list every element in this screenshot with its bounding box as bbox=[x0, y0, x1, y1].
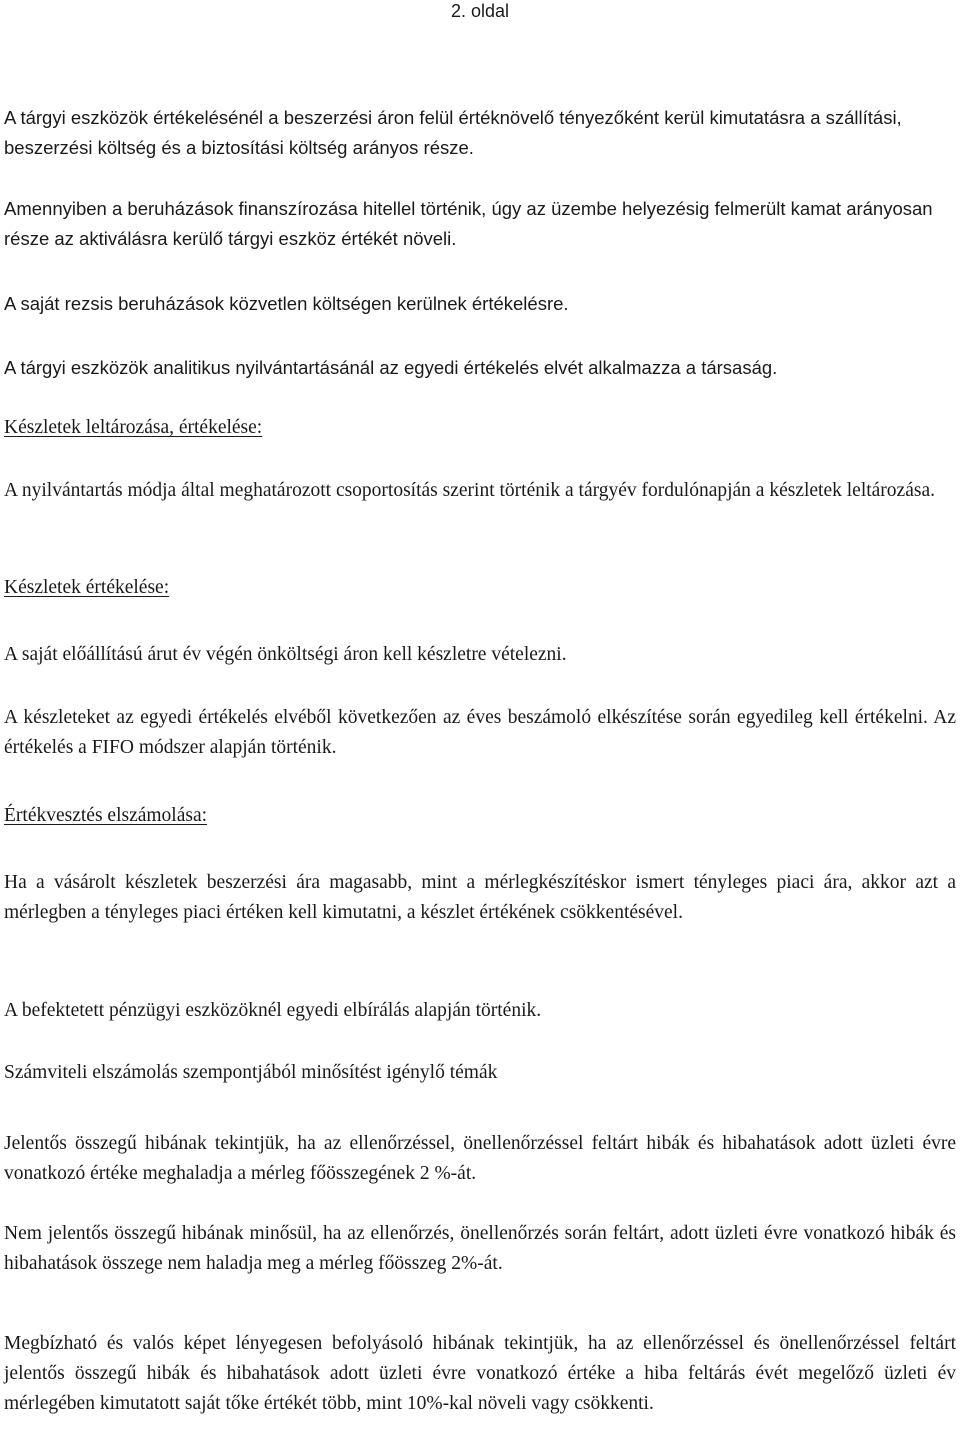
paragraph-impairment: Ha a vásárolt készletek beszerzési ára magasabb, mint a mérlegkészítéskor ismert tényleges piaci ára, akkor azt a mérlegben a tényleges piaci értéken kell kimutatni, a készlet értékének csökkentésével. bbox=[4, 872, 956, 923]
paragraph-financial-investments: A befektetett pénzügyi eszközöknél egyedi elbírálás alapján történik. bbox=[4, 1000, 542, 1021]
heading-impairment: Értékvesztés elszámolása: bbox=[4, 805, 208, 826]
page-number-header: 2. oldal bbox=[450, 1, 510, 21]
paragraph-significant-error: Jelentős összegű hibának tekintjük, ha az ellenőrzéssel, önellenőrzéssel feltárt hibák és hibahatások adott üzleti évre vonatkozó értéke meghaladja a mérleg főösszegének 2 %-át. bbox=[4, 1133, 956, 1184]
paragraph-inventory-stocktaking: A nyilvántartás módja által meghatározott csoportosítás szerint történik a tárgyév fordulónapján a készletek leltározása. bbox=[4, 480, 935, 501]
paragraph-investment-financing: Amennyiben a beruházások finanszírozása hitellel történik, úgy az üzembe helyezésig felmerült kamat arányosan része az aktiválásra kerülő tárgyi eszköz értékét növeli. bbox=[4, 198, 933, 249]
paragraph-material-error: Megbízható és valós képet lényegesen befolyásoló hibának tekintjük, ha az ellenőrzéssel és önellenőrzéssel feltárt jelentős összegű hibák és hibahatások adott üzleti évre vonatkozó értéke a hiba feltárás évét megelőző üzleti év mérlegében kimutatott saját tőke értékét több, mint 10%-kal növeli vagy csökkenti. bbox=[4, 1333, 956, 1414]
heading-inventory-valuation: Készletek értékelése: bbox=[4, 577, 170, 598]
paragraph-qualification-topics: Számviteli elszámolás szempontjából minősítést igénylő témák bbox=[4, 1062, 498, 1083]
paragraph-individual-valuation: A készleteket az egyedi értékelés elvéből következően az éves beszámoló elkészítése során egyedileg kell értékelni. Az értékelés a FIFO módszer alapján történik. bbox=[4, 707, 956, 758]
paragraph-own-investments: A saját rezsis beruházások közvetlen költségen kerülnek értékelésre. bbox=[4, 293, 569, 314]
paragraph-tangible-assets-valuation: A tárgyi eszközök értékelésénél a beszerzési áron felül értéknövelő tényezőként kerül kimutatásra a szállítási, beszerzési költség és a biztosítási költség arányos része. bbox=[4, 107, 902, 158]
paragraph-non-significant-error: Nem jelentős összegű hibának minősül, ha az ellenőrzés, önellenőrzés során feltárt, adott üzleti évre vonatkozó hibák és hibahatások összege nem haladja meg a mérleg főösszeg 2%-át. bbox=[4, 1223, 956, 1274]
paragraph-analytical-records: A tárgyi eszközök analitikus nyilvántartásánál az egyedi értékelés elvét alkalmazza a társaság. bbox=[4, 357, 778, 378]
heading-inventory-stocktaking: Készletek leltározása, értékelése: bbox=[4, 417, 263, 438]
paragraph-own-production: A saját előállítású árut év végén önköltségi áron kell készletre vételezni. bbox=[4, 644, 567, 665]
